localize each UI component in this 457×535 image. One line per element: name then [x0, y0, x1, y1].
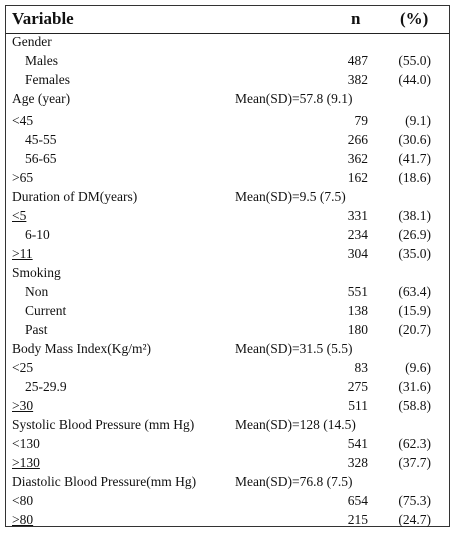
row-mean-sd: Mean(SD)=128 (14.5) — [235, 417, 356, 432]
table-row — [6, 206, 449, 225]
table-row — [6, 396, 449, 415]
row-label: >30 — [12, 398, 34, 413]
row-percent: (30.6) — [398, 132, 431, 147]
row-label: >65 — [12, 170, 34, 185]
row-count: 654 — [347, 493, 368, 508]
row-label: Gender — [12, 34, 52, 49]
row-count: 234 — [347, 227, 368, 242]
table-row — [6, 70, 449, 89]
row-label: Age (year) — [12, 91, 71, 106]
table-row — [6, 453, 449, 472]
table-row — [6, 263, 449, 282]
row-count: 275 — [347, 379, 368, 394]
table-row — [6, 434, 449, 453]
row-percent: (55.0) — [398, 53, 431, 68]
table-row — [6, 358, 449, 377]
row-label: Smoking — [12, 265, 61, 280]
row-count: 180 — [347, 322, 368, 337]
row-count: 138 — [347, 303, 368, 318]
row-count: 331 — [347, 208, 368, 223]
data-table — [5, 5, 450, 527]
row-label: Past — [25, 322, 48, 337]
row-label: Males — [25, 53, 58, 68]
table-row — [6, 89, 449, 108]
table-row — [6, 301, 449, 320]
row-label: Non — [25, 284, 49, 299]
row-percent: (58.8) — [398, 398, 431, 413]
row-label: Diastolic Blood Pressure(mm Hg) — [12, 474, 197, 489]
row-label: <80 — [12, 493, 34, 508]
row-percent: (62.3) — [398, 436, 431, 451]
row-label: Duration of DM(years) — [12, 189, 138, 204]
table-row — [6, 111, 449, 130]
row-mean-sd: Mean(SD)=9.5 (7.5) — [235, 189, 346, 204]
row-label: >130 — [12, 455, 40, 470]
row-count: 79 — [354, 113, 368, 128]
row-label: <45 — [12, 113, 34, 128]
column-header-n: n — [351, 9, 361, 28]
row-percent: (41.7) — [398, 151, 431, 166]
row-percent: (38.1) — [398, 208, 431, 223]
row-mean-sd: Mean(SD)=76.8 (7.5) — [235, 474, 353, 489]
row-count: 551 — [347, 284, 368, 299]
row-mean-sd: Mean(SD)=57.8 (9.1) — [235, 91, 353, 106]
row-label: <5 — [12, 208, 27, 223]
row-percent: (9.6) — [405, 360, 431, 375]
row-count: 541 — [347, 436, 368, 451]
row-percent: (44.0) — [398, 72, 431, 87]
row-count: 162 — [347, 170, 368, 185]
row-count: 83 — [354, 360, 368, 375]
table-row — [6, 51, 449, 70]
row-count: 511 — [348, 398, 368, 413]
row-label: Females — [25, 72, 70, 87]
table-row — [6, 168, 449, 187]
table-row — [6, 472, 449, 491]
row-percent: (20.7) — [398, 322, 431, 337]
row-label: <25 — [12, 360, 34, 375]
table-row — [6, 187, 449, 206]
row-count: 382 — [347, 72, 368, 87]
table-header — [6, 6, 449, 34]
row-count: 362 — [347, 151, 368, 166]
row-percent: (26.9) — [398, 227, 431, 242]
row-label: Current — [25, 303, 67, 318]
row-percent: (18.6) — [398, 170, 431, 185]
row-percent: (63.4) — [398, 284, 431, 299]
table-row — [6, 130, 449, 149]
table-row — [6, 415, 449, 434]
row-label: 25-29.9 — [25, 379, 67, 394]
row-label: 45-55 — [25, 132, 57, 147]
row-label: 6-10 — [25, 227, 50, 242]
row-percent: (31.6) — [398, 379, 431, 394]
row-percent: (15.9) — [398, 303, 431, 318]
row-count: 487 — [347, 53, 368, 68]
row-percent: (35.0) — [398, 246, 431, 261]
row-count: 215 — [347, 512, 368, 527]
table-row — [6, 320, 449, 339]
table-row — [6, 491, 449, 510]
row-label: >80 — [12, 512, 34, 527]
table-row — [6, 377, 449, 396]
table-row — [6, 282, 449, 301]
table-row — [6, 339, 449, 358]
row-label: <130 — [12, 436, 40, 451]
row-percent: (75.3) — [398, 493, 431, 508]
table-row — [6, 510, 449, 529]
row-mean-sd: Mean(SD)=31.5 (5.5) — [235, 341, 353, 356]
row-label: Systolic Blood Pressure (mm Hg) — [12, 417, 195, 432]
row-label: >11 — [12, 246, 33, 261]
row-label: Body Mass Index(Kg/m²) — [12, 341, 152, 356]
row-percent: (24.7) — [398, 512, 431, 527]
table-row — [6, 149, 449, 168]
row-percent: (37.7) — [398, 455, 431, 470]
row-count: 328 — [347, 455, 368, 470]
table-row — [6, 32, 449, 51]
column-header-percent: (%) — [400, 9, 429, 28]
row-count: 266 — [347, 132, 368, 147]
row-count: 304 — [347, 246, 368, 261]
column-header-variable: Variable — [12, 9, 74, 28]
table-row — [6, 244, 449, 263]
table-row — [6, 225, 449, 244]
row-percent: (9.1) — [405, 113, 431, 128]
row-label: 56-65 — [25, 151, 57, 166]
